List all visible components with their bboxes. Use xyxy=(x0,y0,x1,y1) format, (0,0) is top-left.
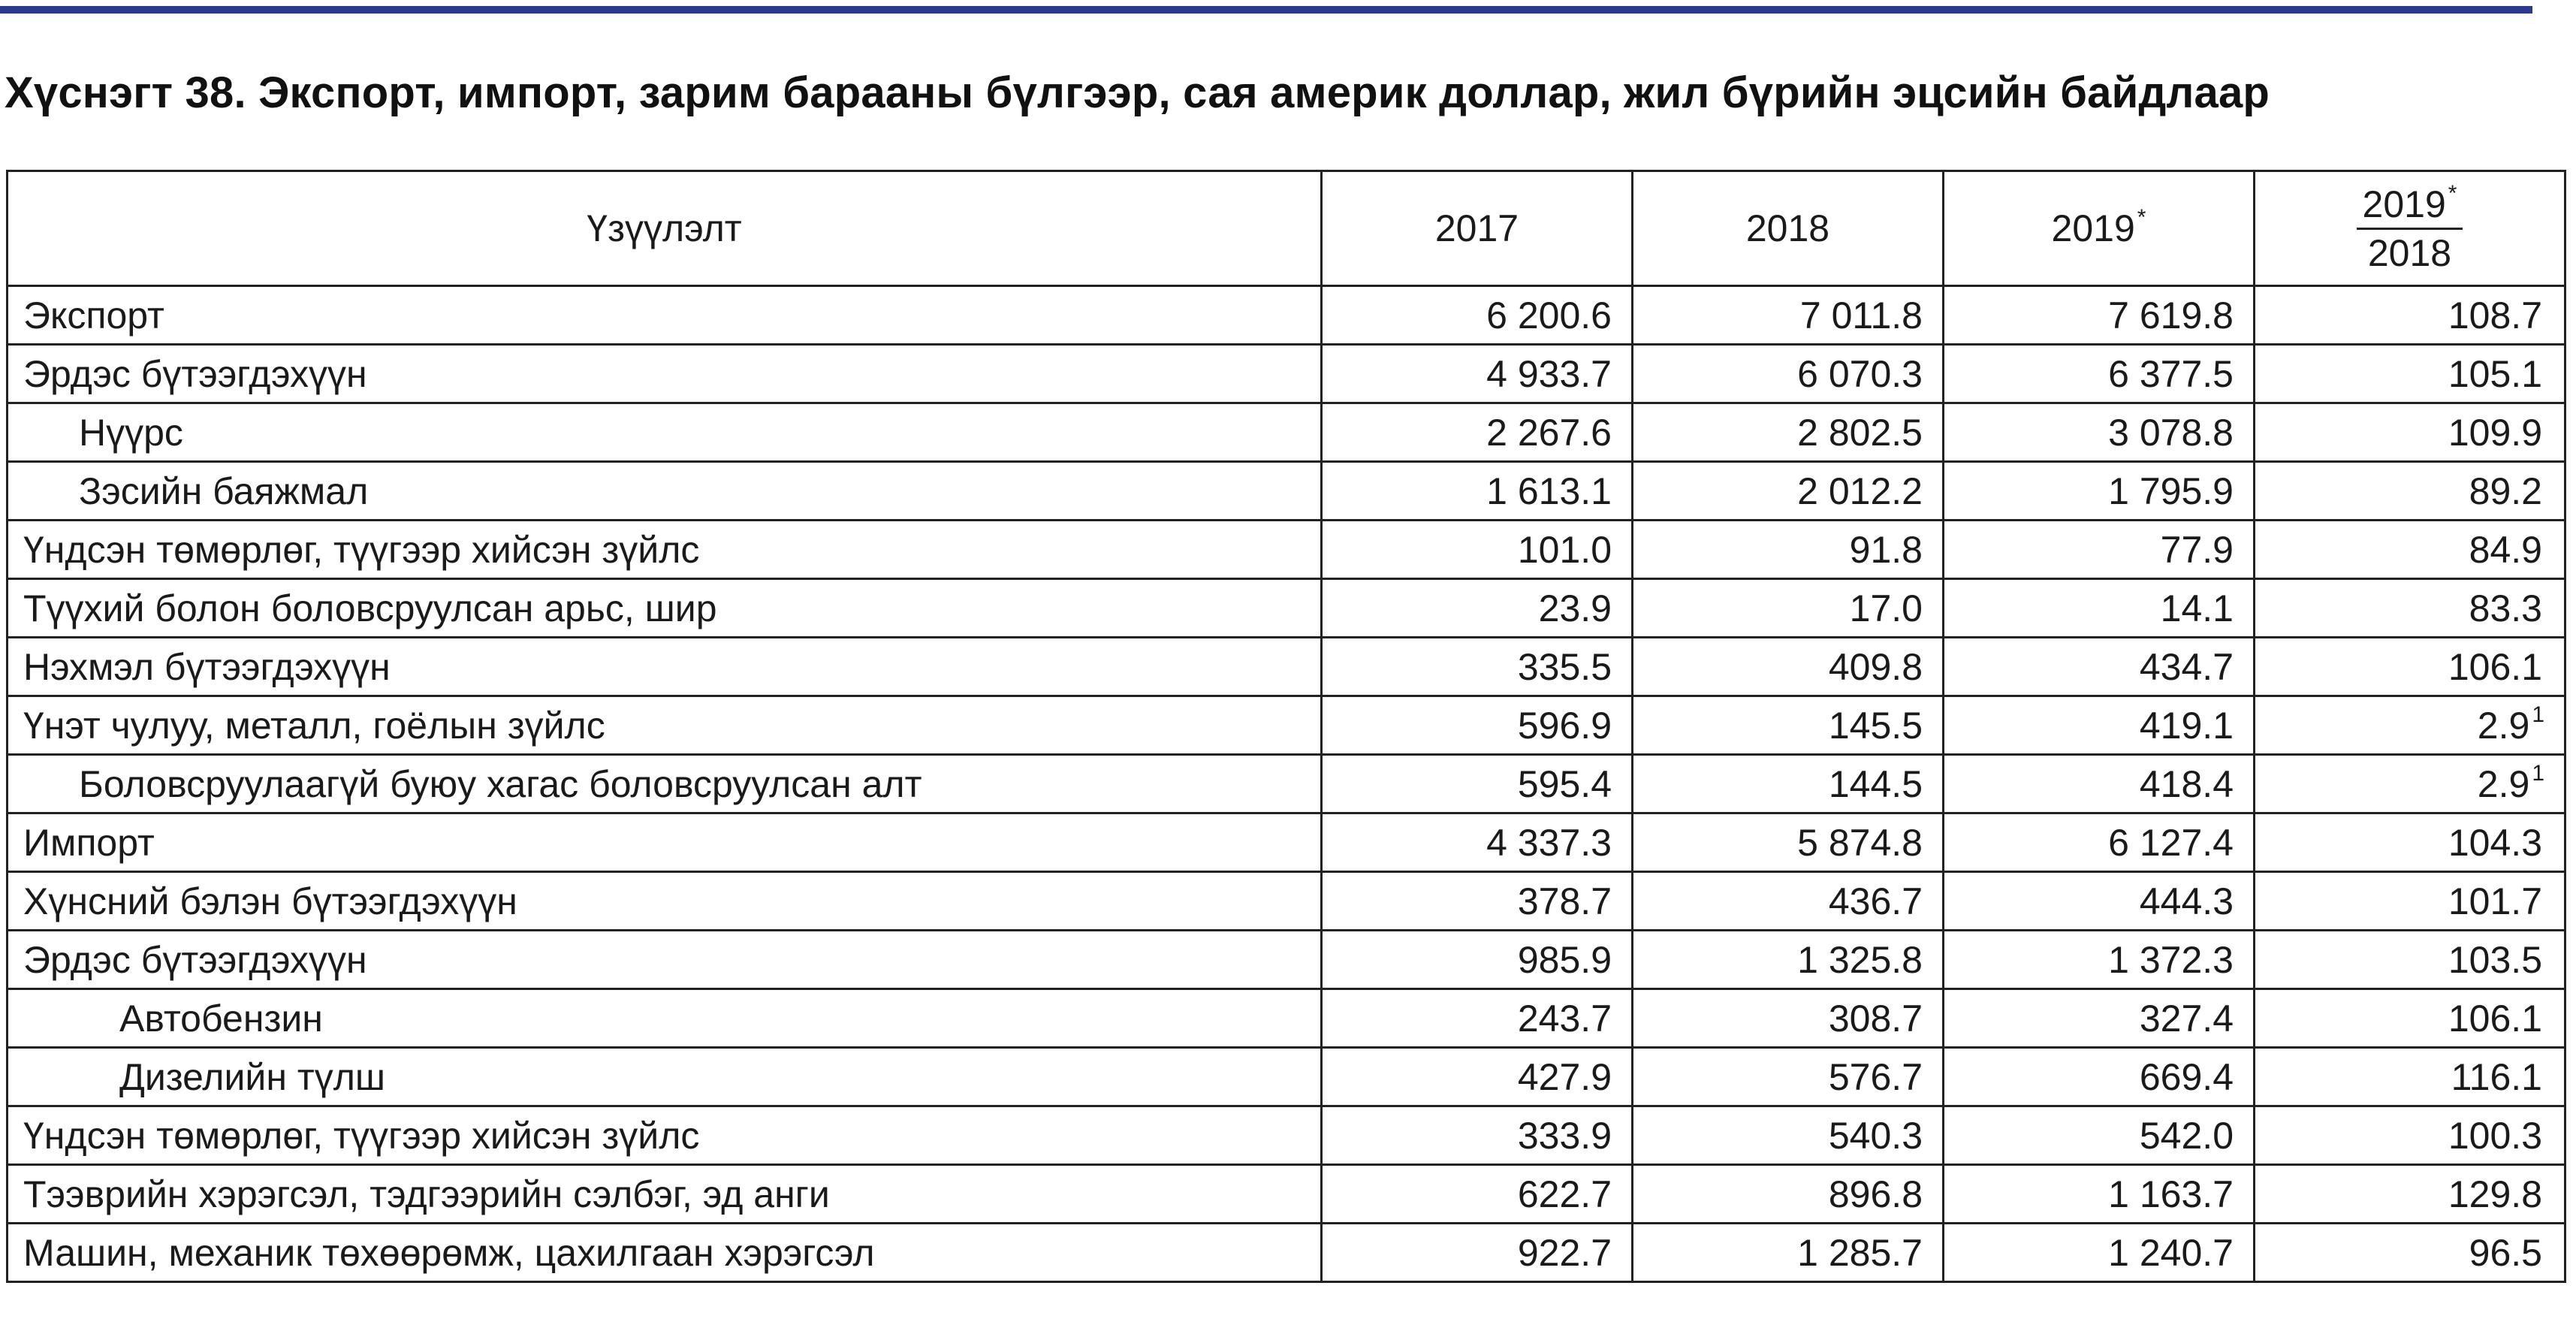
preliminary-mark: * xyxy=(2448,180,2457,206)
preliminary-mark: * xyxy=(2137,205,2146,230)
value-2019: 669.4 xyxy=(1944,1048,2255,1106)
row-label: Экспорт xyxy=(8,286,1322,345)
table-row xyxy=(8,1106,2565,1165)
value-ratio: 96.5 xyxy=(2255,1224,2565,1282)
value-2018: 308.7 xyxy=(1633,989,1944,1048)
header-ratio xyxy=(2255,171,2565,286)
value-ratio: 104.3 xyxy=(2255,813,2565,872)
table-row xyxy=(8,638,2565,696)
row-label: Эрдэс бүтээгдэхүүн xyxy=(8,345,1322,403)
value-2019: 1 163.7 xyxy=(1944,1165,2255,1224)
header-2018: 2018 xyxy=(1633,171,1944,286)
row-label: Нүүрс xyxy=(8,403,1322,462)
value-ratio: 100.3 xyxy=(2255,1106,2565,1165)
value-2018: 409.8 xyxy=(1633,638,1944,696)
value-2018: 896.8 xyxy=(1633,1165,1944,1224)
value-2019: 1 372.3 xyxy=(1944,931,2255,989)
value-2018: 91.8 xyxy=(1633,521,1944,579)
value-2019: 1 795.9 xyxy=(1944,462,2255,521)
value-2018: 576.7 xyxy=(1633,1048,1944,1106)
value-ratio: 84.9 xyxy=(2255,521,2565,579)
header-2019: 2019 * xyxy=(1944,171,2255,286)
table-row xyxy=(8,286,2565,345)
value-2017: 101.0 xyxy=(1322,521,1633,579)
value-2018: 145.5 xyxy=(1633,696,1944,755)
header-row xyxy=(8,171,2565,286)
value-2017: 4 337.3 xyxy=(1322,813,1633,872)
value-2017: 2 267.6 xyxy=(1322,403,1633,462)
row-label: Түүхий болон боловсруулсан арьс, шир xyxy=(8,579,1322,638)
value-2017: 596.9 xyxy=(1322,696,1633,755)
value-ratio: 103.5 xyxy=(2255,931,2565,989)
value-2017: 1 613.1 xyxy=(1322,462,1633,521)
table-row xyxy=(8,696,2565,755)
table-row xyxy=(8,755,2565,813)
row-label: Үндсэн төмөрлөг, түүгээр хийсэн зүйлс xyxy=(8,521,1322,579)
value-2019: 542.0 xyxy=(1944,1106,2255,1165)
value-2019: 418.4 xyxy=(1944,755,2255,813)
value-2017: 333.9 xyxy=(1322,1106,1633,1165)
value-2018: 2 802.5 xyxy=(1633,403,1944,462)
value-2018: 436.7 xyxy=(1633,872,1944,931)
row-label: Тээврийн хэрэгсэл, тэдгээрийн сэлбэг, эд анги xyxy=(8,1165,1322,1224)
value-2017: 378.7 xyxy=(1322,872,1633,931)
table-row xyxy=(8,521,2565,579)
table-row xyxy=(8,1224,2565,1282)
row-label: Автобензин xyxy=(8,989,1322,1048)
value-2019: 7 619.8 xyxy=(1944,286,2255,345)
value-2019: 77.9 xyxy=(1944,521,2255,579)
ratio-numerator: 2019 * xyxy=(2357,186,2463,230)
value-ratio: 106.1 xyxy=(2255,638,2565,696)
value-ratio: 83.3 xyxy=(2255,579,2565,638)
value-ratio: 129.8 xyxy=(2255,1165,2565,1224)
value-2018: 2 012.2 xyxy=(1633,462,1944,521)
value-ratio: 2.9 $^1$ xyxy=(2255,755,2565,813)
value-ratio: 89.2 xyxy=(2255,462,2565,521)
ratio-fraction xyxy=(2357,180,2463,274)
value-2018: 144.5 xyxy=(1633,755,1944,813)
row-label: Боловсруулаагүй буюу хагас боловсруулсан алт xyxy=(8,755,1322,813)
table-row xyxy=(8,872,2565,931)
table-row xyxy=(8,1048,2565,1106)
table-row xyxy=(8,1165,2565,1224)
value-2019: 6 377.5 xyxy=(1944,345,2255,403)
table-row xyxy=(8,345,2565,403)
value-2017: 335.5 xyxy=(1322,638,1633,696)
table-row xyxy=(8,931,2565,989)
value-2018: 6 070.3 xyxy=(1633,345,1944,403)
value-2017: 243.7 xyxy=(1322,989,1633,1048)
table-caption: Хүснэгт 38. Экспорт, импорт, зарим барааны бүлгээр, сая америк доллар, жил бүрийн эцсийн байдлаар xyxy=(5,68,2270,117)
value-ratio: 116.1 xyxy=(2255,1048,2565,1106)
value-2018: 1 325.8 xyxy=(1633,931,1944,989)
value-2017: 427.9 xyxy=(1322,1048,1633,1106)
value-2019: 444.3 xyxy=(1944,872,2255,931)
row-label: Зэсийн баяжмал xyxy=(8,462,1322,521)
value-2017: 622.7 xyxy=(1322,1165,1633,1224)
value-2018: 17.0 xyxy=(1633,579,1944,638)
value-2018: 7 011.8 xyxy=(1633,286,1944,345)
value-ratio: 105.1 xyxy=(2255,345,2565,403)
value-2018: 5 874.8 xyxy=(1633,813,1944,872)
header-indicator: Үзүүлэлт xyxy=(8,171,1322,286)
table-row xyxy=(8,579,2565,638)
row-label: Нэхмэл бүтээгдэхүүн xyxy=(8,638,1322,696)
value-2019: 327.4 xyxy=(1944,989,2255,1048)
value-2017: 985.9 xyxy=(1322,931,1633,989)
value-2017: 595.4 xyxy=(1322,755,1633,813)
row-label: Үндсэн төмөрлөг, түүгээр хийсэн зүйлс xyxy=(8,1106,1322,1165)
row-label: Машин, механик төхөөрөмж, цахилгаан хэрэгсэл xyxy=(8,1224,1322,1282)
value-2019: 6 127.4 xyxy=(1944,813,2255,872)
value-ratio: 2.9 $^1$ xyxy=(2255,696,2565,755)
value-2019: 434.7 xyxy=(1944,638,2255,696)
value-ratio: 109.9 xyxy=(2255,403,2565,462)
value-2017: 922.7 xyxy=(1322,1224,1633,1282)
table-row xyxy=(8,403,2565,462)
value-2019: 14.1 xyxy=(1944,579,2255,638)
row-label: Эрдэс бүтээгдэхүүн xyxy=(8,931,1322,989)
export-import-table xyxy=(6,170,2566,1283)
table-row xyxy=(8,462,2565,521)
footnote-mark: 1 xyxy=(2532,760,2544,786)
value-2017: 4 933.7 xyxy=(1322,345,1633,403)
value-ratio: 106.1 xyxy=(2255,989,2565,1048)
value-ratio: 108.7 xyxy=(2255,286,2565,345)
top-rule xyxy=(0,6,2532,14)
table-row xyxy=(8,813,2565,872)
value-2019: 1 240.7 xyxy=(1944,1224,2255,1282)
row-label: Импорт xyxy=(8,813,1322,872)
value-2018: 1 285.7 xyxy=(1633,1224,1944,1282)
table-container xyxy=(6,170,2564,1283)
footnote-mark: 1 xyxy=(2532,702,2544,727)
row-label: Хүнсний бэлэн бүтээгдэхүүн xyxy=(8,872,1322,931)
table-row xyxy=(8,989,2565,1048)
header-2017: 2017 xyxy=(1322,171,1633,286)
row-label: Дизелийн түлш xyxy=(8,1048,1322,1106)
row-label: Үнэт чулуу, металл, гоёлын зүйлс xyxy=(8,696,1322,755)
value-ratio: 101.7 xyxy=(2255,872,2565,931)
ratio-denominator: 2018 xyxy=(2367,231,2452,274)
value-2019: 419.1 xyxy=(1944,696,2255,755)
value-2018: 540.3 xyxy=(1633,1106,1944,1165)
value-2017: 6 200.6 xyxy=(1322,286,1633,345)
value-2019: 3 078.8 xyxy=(1944,403,2255,462)
value-2017: 23.9 xyxy=(1322,579,1633,638)
